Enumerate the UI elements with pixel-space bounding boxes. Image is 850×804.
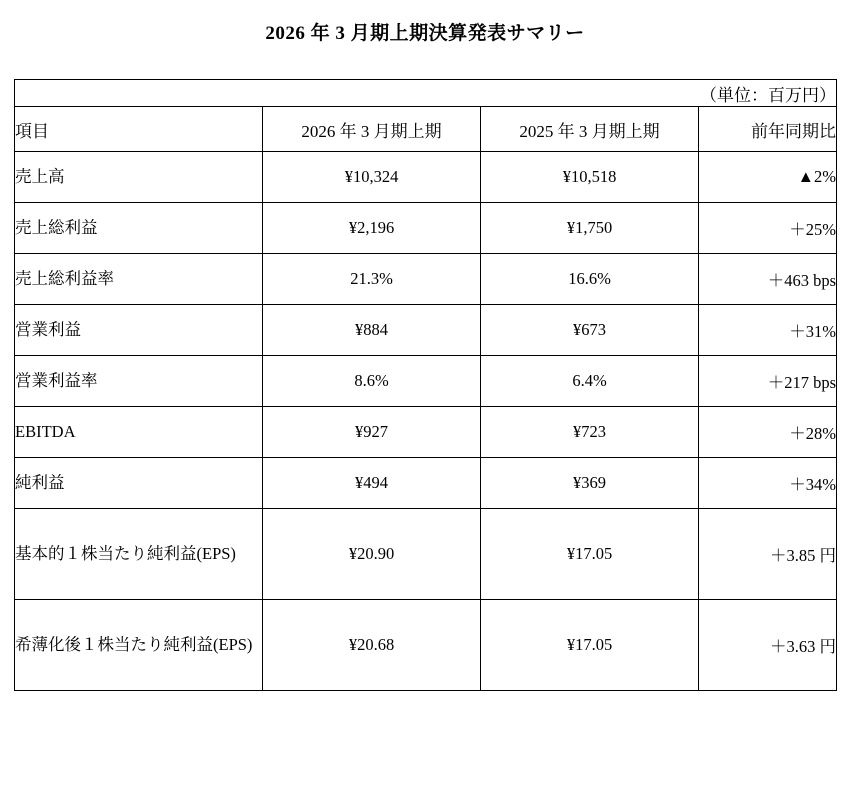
table-row — [15, 407, 837, 458]
table-row — [15, 152, 837, 203]
row-yoy-value: ＋34% — [699, 458, 837, 509]
column-header-yoy: 前年同期比 — [699, 107, 837, 152]
row-yoy-value: ＋463 bps — [699, 254, 837, 305]
table-row — [15, 509, 837, 600]
column-header-previous-period: 2025 年 3 月期上期 — [481, 107, 699, 152]
row-current-value: ¥20.90 — [263, 509, 481, 600]
row-previous-value: 16.6% — [481, 254, 699, 305]
row-label: 希薄化後１株当たり純利益(EPS) — [15, 600, 263, 691]
document-page — [0, 18, 850, 804]
table-row — [15, 458, 837, 509]
column-header-row — [15, 107, 837, 152]
column-header-current-period: 2026 年 3 月期上期 — [263, 107, 481, 152]
row-label: 売上高 — [15, 152, 263, 203]
row-label: EBITDA — [15, 407, 263, 458]
unit-note: （単位：百万円） — [15, 80, 837, 107]
table-row — [15, 600, 837, 691]
table-row — [15, 254, 837, 305]
page-title: 2026 年 3 月期上期決算発表サマリー — [265, 23, 585, 44]
row-previous-value: ¥723 — [481, 407, 699, 458]
row-label: 売上総利益率 — [15, 254, 263, 305]
row-yoy-value: ＋217 bps — [699, 356, 837, 407]
financial-summary-table — [14, 79, 837, 691]
row-previous-value: ¥1,750 — [481, 203, 699, 254]
table-row — [15, 203, 837, 254]
row-previous-value: ¥10,518 — [481, 152, 699, 203]
table-header — [15, 80, 837, 152]
row-yoy-value: ＋28% — [699, 407, 837, 458]
row-current-value: ¥494 — [263, 458, 481, 509]
row-label: 純利益 — [15, 458, 263, 509]
row-previous-value: 6.4% — [481, 356, 699, 407]
table-row — [15, 356, 837, 407]
row-current-value: ¥884 — [263, 305, 481, 356]
table-body — [15, 152, 837, 691]
row-current-value: ¥927 — [263, 407, 481, 458]
row-previous-value: ¥673 — [481, 305, 699, 356]
column-header-item: 項目 — [15, 107, 263, 152]
row-yoy-value: ＋3.63 円 — [699, 600, 837, 691]
financial-table-container — [14, 79, 836, 691]
row-label: 営業利益率 — [15, 356, 263, 407]
row-label: 売上総利益 — [15, 203, 263, 254]
row-label: 基本的１株当たり純利益(EPS) — [15, 509, 263, 600]
row-yoy-value: ＋3.85 円 — [699, 509, 837, 600]
row-current-value: ¥10,324 — [263, 152, 481, 203]
row-previous-value: ¥17.05 — [481, 509, 699, 600]
row-current-value: ¥20.68 — [263, 600, 481, 691]
row-current-value: ¥2,196 — [263, 203, 481, 254]
row-yoy-value: ▲2% — [699, 152, 837, 203]
unit-note-row — [15, 80, 837, 107]
row-yoy-value: ＋31% — [699, 305, 837, 356]
row-previous-value: ¥17.05 — [481, 600, 699, 691]
row-current-value: 21.3% — [263, 254, 481, 305]
row-yoy-value: ＋25% — [699, 203, 837, 254]
row-previous-value: ¥369 — [481, 458, 699, 509]
table-row — [15, 305, 837, 356]
row-current-value: 8.6% — [263, 356, 481, 407]
row-label: 営業利益 — [15, 305, 263, 356]
